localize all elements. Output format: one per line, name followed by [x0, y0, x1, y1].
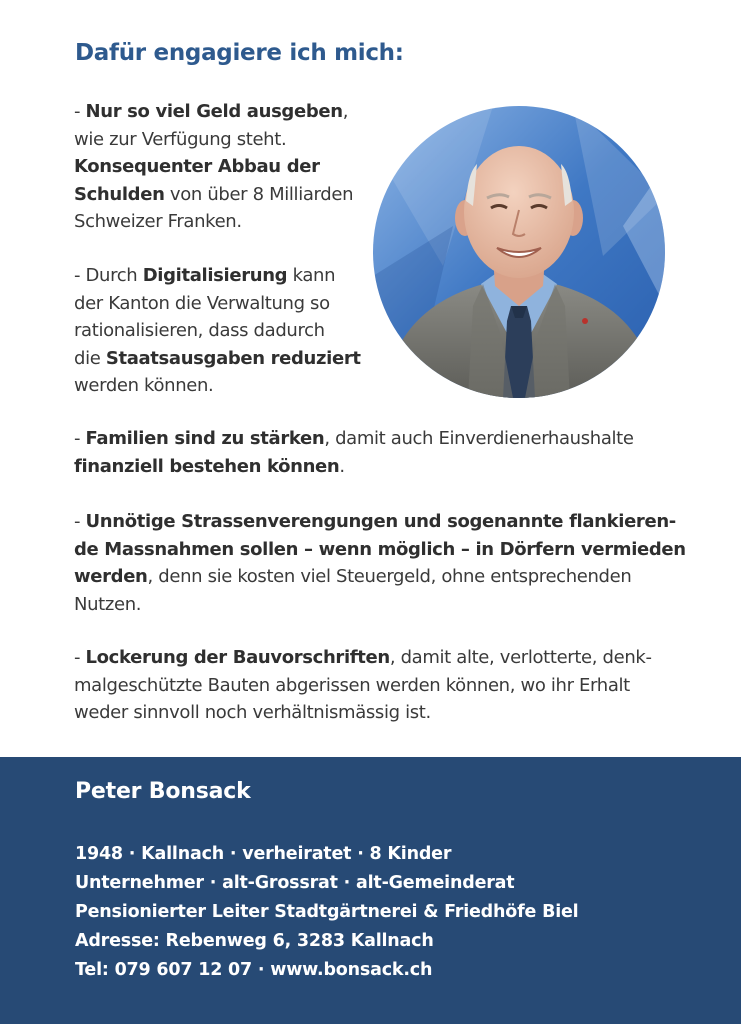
detail-roles: Unternehmer · alt-Grossrat · alt-Gemeinderat: [75, 873, 515, 893]
point-budget: - Nur so viel Geld ausgeben, wie zur Verfügung steht. Konsequenter Abbau der Schulden von über 8 Milliarden Schweizer Franken.: [74, 101, 354, 232]
point-building-rules: - Lockerung der Bauvorschriften, damit alte, verlotterte, denk- malgeschützte Bauten abgerissen werden können, wo ihr Erhalt weder sinnvoll noch verhältnismässig ist.: [74, 647, 652, 723]
point-families: - Familien sind zu stärken, damit auch Einverdienerhaushalte finanziell bestehen können.: [74, 428, 634, 477]
point-digitalisation: - Durch Digitalisierung kann der Kanton die Verwaltung so rationalisieren, dass dadurch die Staatsausgaben reduziert werden können.: [74, 265, 361, 396]
contact-footer: [0, 757, 741, 1024]
page-title: Dafür engagiere ich mich:: [75, 40, 404, 66]
detail-address: Adresse: Rebenweg 6, 3283 Kallnach: [75, 931, 434, 951]
detail-career: Pensionierter Leiter Stadtgärtnerei & Friedhöfe Biel: [75, 902, 579, 922]
candidate-portrait: [373, 106, 665, 398]
candidate-name: Peter Bonsack: [75, 779, 251, 804]
point-roads: - Unnötige Strassenverengungen und sogenannte flankieren- de Massnahmen sollen – wenn möglich – in Dörfern vermieden werden, denn sie kosten viel Steuergeld, ohne entsprechenden Nutzen.: [74, 511, 686, 615]
detail-personal: 1948 · Kallnach · verheiratet · 8 Kinder: [75, 844, 452, 864]
portrait-illustration: [373, 106, 665, 398]
candidate-details: [75, 840, 578, 985]
detail-contact: Tel: 079 607 12 07 · www.bonsack.ch: [75, 960, 433, 980]
